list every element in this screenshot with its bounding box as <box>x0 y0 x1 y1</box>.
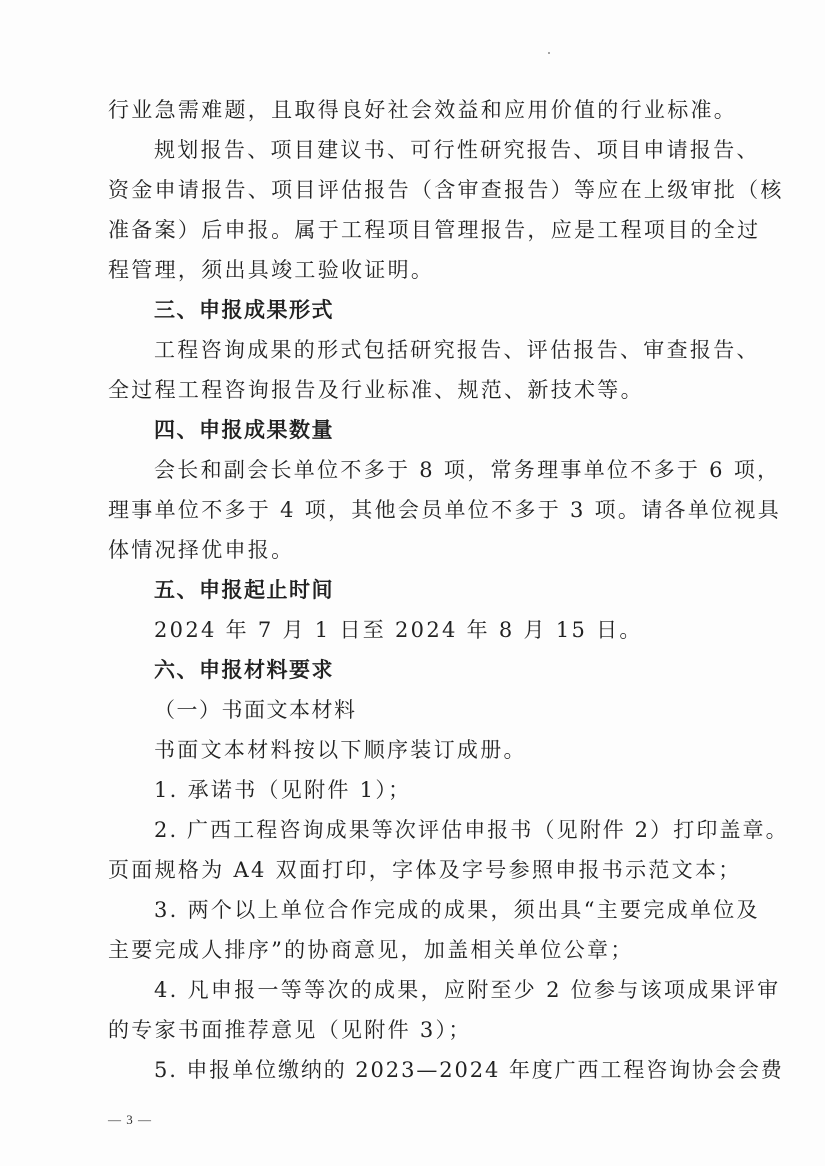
scan-speck <box>548 52 550 54</box>
paragraph-line: 全过程工程咨询报告及行业标准、规范、新技术等。 <box>108 378 644 402</box>
subsection-heading-1: （一）书面文本材料 <box>154 698 357 722</box>
paragraph-line: 书面文本材料按以下顺序装订成册。 <box>154 738 527 762</box>
list-item: 2. 广西工程咨询成果等次评估申报书（见附件 2）打印盖章。 <box>154 818 789 842</box>
paragraph-line: 的专家书面推荐意见（见附件 3）； <box>108 1018 472 1042</box>
paragraph-line: 体情况择优申报。 <box>108 538 295 562</box>
paragraph-line: 准备案）后申报。属于工程项目管理报告，应是工程项目的全过 <box>108 218 761 242</box>
section-heading-3: 三、申报成果形式 <box>154 298 334 322</box>
paragraph-line: 规划报告、项目建议书、可行性研究报告、项目申请报告、 <box>154 138 760 162</box>
list-item: 5. 申报单位缴纳的 2023—2024 年度广西工程咨询协会会费 <box>154 1058 784 1082</box>
paragraph-line: 2024 年 7 月 1 日至 2024 年 8 月 15 日。 <box>154 618 643 642</box>
paragraph-line: 程管理，须出具竣工验收证明。 <box>108 258 435 282</box>
list-item: 3. 两个以上单位合作完成的成果，须出具“主要完成单位及 <box>154 898 760 922</box>
list-item: 1. 承诺书（见附件 1）； <box>154 778 412 802</box>
paragraph-line: 主要完成人排序”的协商意见，加盖相关单位公章； <box>108 938 634 962</box>
paragraph-line: 行业急需难题，且取得良好社会效益和应用价值的行业标准。 <box>108 98 738 122</box>
paragraph-line: 会长和副会长单位不多于 8 项，常务理事单位不多于 6 项， <box>154 458 781 482</box>
paragraph-line: 页面规格为 A4 双面打印，字体及字号参照申报书示范文本； <box>108 858 742 882</box>
section-heading-6: 六、申报材料要求 <box>154 658 334 682</box>
page-number: — 3 — <box>108 1112 152 1127</box>
section-heading-4: 四、申报成果数量 <box>154 418 334 442</box>
paragraph-line: 理事单位不多于 4 项，其他会员单位不多于 3 项。请各单位视具 <box>108 498 782 522</box>
section-heading-5: 五、申报起止时间 <box>154 578 334 602</box>
paragraph-line: 资金申请报告、项目评估报告（含审查报告）等应在上级审批（核 <box>108 178 784 202</box>
paragraph-line: 工程咨询成果的形式包括研究报告、评估报告、审查报告、 <box>154 338 760 362</box>
list-item: 4. 凡申报一等等次的成果，应附至少 2 位参与该项成果评审 <box>154 978 781 1002</box>
